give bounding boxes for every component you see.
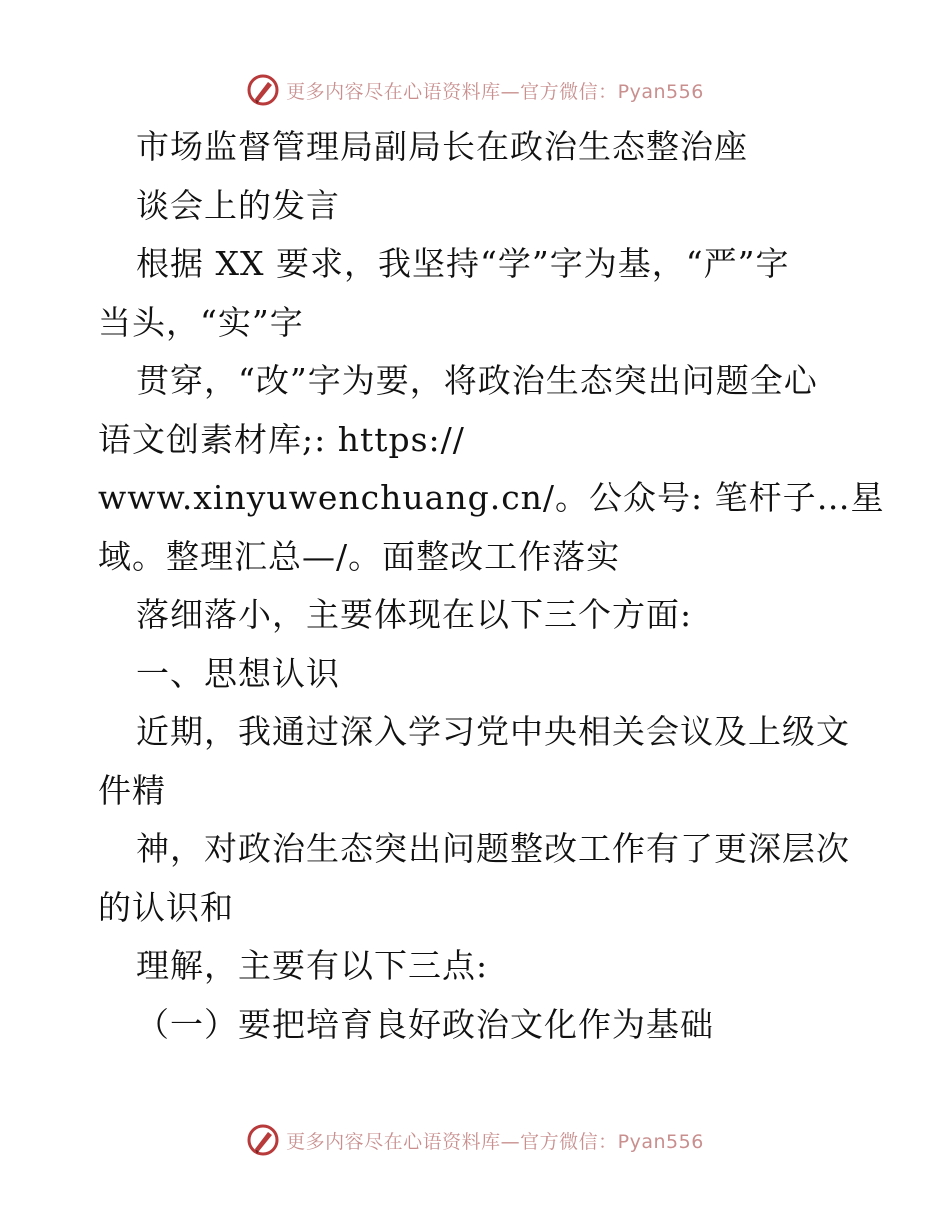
text-line: 一、思想认识: [136, 653, 340, 693]
page-footer-banner: [0, 1120, 950, 1160]
header-banner-text: 更多内容尽在心语资料库—官方微信：Pyan556: [286, 80, 704, 103]
text-line: 落细落小，主要体现在以下三个方面:: [136, 595, 693, 634]
text-line: 贯穿，“改”字为要，将政治生态突出问题全心: [136, 361, 818, 400]
text-line: 近期，我通过深入学习党中央相关会议及上级文: [136, 712, 850, 751]
text-line: www.xinyuwenchuang.cn/。公众号: 笔杆子…星: [98, 478, 885, 517]
text-line: 域。整理汇总—/。面整改工作落实: [98, 536, 621, 576]
page-header-banner: [0, 70, 950, 110]
pen-circle-logo-icon: [246, 73, 280, 107]
text-line: 件精: [98, 770, 166, 810]
text-line: 根据 XX 要求，我坚持“学”字为基，“严”字: [136, 244, 790, 283]
document-body: [98, 118, 885, 1054]
pen-circle-logo-icon: [246, 1123, 280, 1157]
text-line: 市场监督管理局副局长在政治生态整治座: [136, 127, 748, 166]
text-line: （一）要把培育良好政治文化作为基础: [136, 1004, 714, 1044]
text-line: 语文创素材库;: https://: [98, 419, 465, 459]
text-line: 谈会上的发言: [136, 185, 340, 225]
footer-banner-text: 更多内容尽在心语资料库—官方微信：Pyan556: [286, 1130, 704, 1153]
text-line: 的认识和: [98, 887, 234, 927]
text-line: 当头，“实”字: [98, 302, 304, 342]
text-line: 理解，主要有以下三点:: [136, 946, 489, 985]
text-line: 神，对政治生态突出问题整改工作有了更深层次: [136, 829, 850, 868]
